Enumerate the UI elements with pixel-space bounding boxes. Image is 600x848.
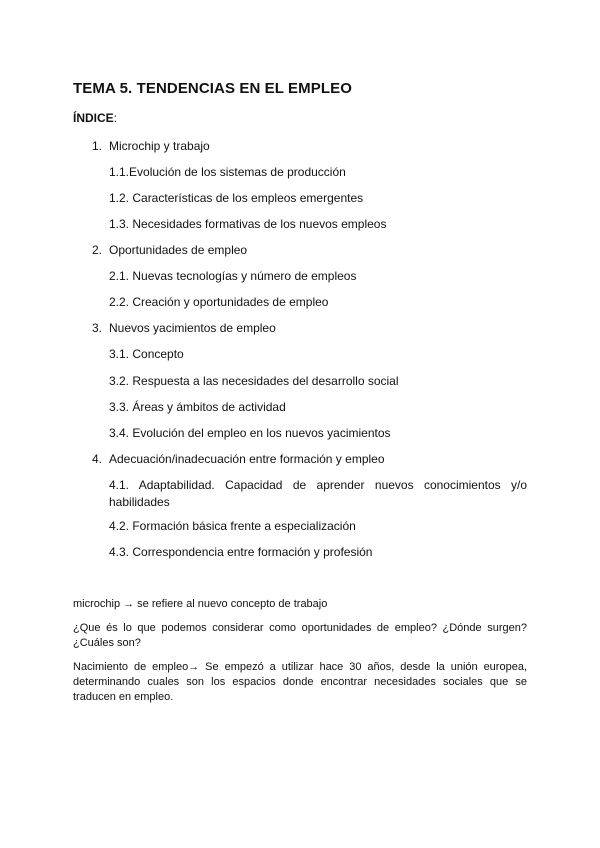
- toc-subsection-2-2: 2.2. Creación y oportunidades de empleo: [109, 295, 329, 309]
- toc-number-2: 2.: [92, 243, 103, 257]
- toc-section-2: Oportunidades de empleo: [109, 243, 248, 257]
- toc-section-3: Nuevos yacimientos de empleo: [109, 321, 276, 335]
- index-colon: :: [113, 111, 118, 125]
- note-paragraph-2: ¿Que és lo que podemos considerar como oportunidades de empleo? ¿Dónde surgen? ¿Cuáles son?: [73, 622, 527, 649]
- toc-subsection-1-2: 1.2. Características de los empleos emergentes: [109, 191, 364, 205]
- toc-subsection-1-1: 1.1.Evolución de los sistemas de producción: [109, 165, 346, 179]
- note-paragraph-1: microchip → se refiere al nuevo concepto de trabajo: [73, 598, 328, 610]
- toc-section-4: Adecuación/inadecuación entre formación y empleo: [109, 452, 385, 466]
- toc-subsection-1-3: 1.3. Necesidades formativas de los nuevos empleos: [109, 217, 387, 231]
- toc-subsection-3-3: 3.3. Áreas y ámbitos de actividad: [109, 400, 286, 414]
- toc-subsection-4-2: 4.2. Formación básica frente a especialización: [109, 519, 356, 533]
- toc-number-4: 4.: [92, 452, 103, 466]
- toc-number-1: 1.: [92, 139, 103, 153]
- note-paragraph-3: Nacimiento de empleo→ Se empezó a utilizar hace 30 años, desde la unión europea, determinando cuales son los espacios donde encontrar necesidades sociales que se traducen en empleo.: [73, 661, 527, 703]
- toc-subsection-4-1: 4.1. Adaptabilidad. Capacidad de aprender nuevos conocimientos y/o habilidades: [109, 478, 527, 509]
- toc-subsection-4-3: 4.3. Correspondencia entre formación y profesión: [109, 545, 373, 559]
- index-label: ÍNDICE: [73, 111, 114, 125]
- document-title: TEMA 5. TENDENCIAS EN EL EMPLEO: [73, 80, 352, 97]
- toc-number-3: 3.: [92, 321, 103, 335]
- toc-subsection-3-2: 3.2. Respuesta a las necesidades del desarrollo social: [109, 374, 399, 388]
- toc-subsection-2-1: 2.1. Nuevas tecnologías y número de empleos: [109, 269, 357, 283]
- toc-section-1: Microchip y trabajo: [109, 139, 210, 153]
- toc-subsection-3-1: 3.1. Concepto: [109, 347, 184, 361]
- toc-subsection-3-4: 3.4. Evolución del empleo en los nuevos yacimientos: [109, 426, 391, 440]
- index-heading: [73, 111, 117, 125]
